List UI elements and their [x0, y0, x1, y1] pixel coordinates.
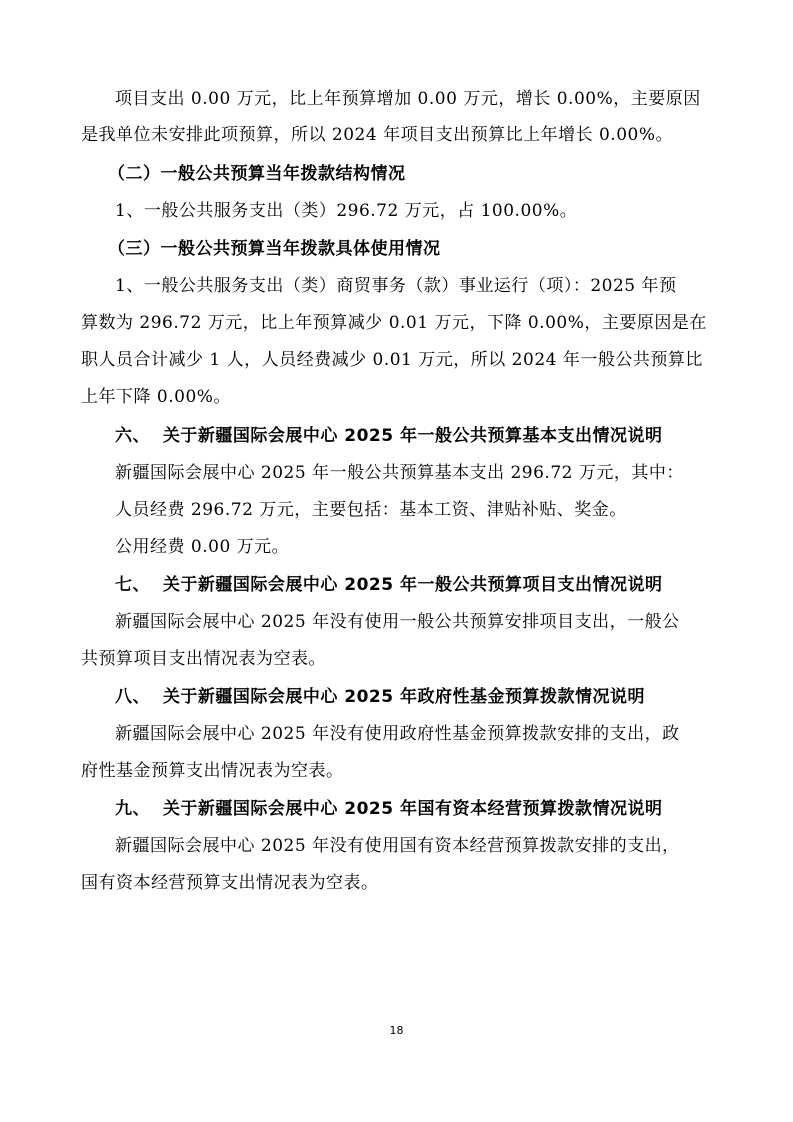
paragraph-line: 是我单位未安排此项预算，所以 2024 年项目支出预算比上年增长 0.00%。: [81, 125, 673, 145]
paragraph-line: 府性基金预算支出情况表为空表。: [81, 761, 344, 781]
section-heading: 九、 关于新疆国际会展中心 2025 年国有资本经营预算拨款情况说明: [115, 799, 663, 819]
paragraph-line: 新疆国际会展中心 2025 年一般公共预算基本支出 296.72 万元，其中：: [115, 463, 684, 483]
section-heading: 六、 关于新疆国际会展中心 2025 年一般公共预算基本支出情况说明: [115, 426, 663, 446]
paragraph-line: 职人员合计减少 1 人，人员经费减少 0.01 万元，所以 2024 年一般公共预算比: [81, 350, 703, 370]
paragraph-line: 1、一般公共服务支出（类）296.72 万元，占 100.00%。: [115, 201, 578, 221]
paragraph-line: 共预算项目支出情况表为空表。: [81, 649, 326, 669]
paragraph-line: 算数为 296.72 万元，比上年预算减少 0.01 万元，下降 0.00%，主要原因是在: [81, 313, 707, 333]
paragraph-line: 项目支出 0.00 万元，比上年预算增加 0.00 万元，增长 0.00%，主要原因: [115, 89, 701, 109]
section-heading: 八、 关于新疆国际会展中心 2025 年政府性基金预算拨款情况说明: [115, 687, 645, 707]
paragraph-line: 新疆国际会展中心 2025 年没有使用国有资本经营预算拨款安排的支出，: [115, 836, 680, 856]
paragraph-line: 新疆国际会展中心 2025 年没有使用一般公共预算安排项目支出，一般公: [115, 612, 680, 632]
paragraph-line: 国有资本经营预算支出情况表为空表。: [81, 873, 379, 893]
paragraph-line: 上年下降 0.00%。: [81, 387, 231, 407]
page-number: 18: [389, 1024, 404, 1037]
paragraph-line: 公用经费 0.00 万元。: [115, 537, 290, 557]
paragraph-line: 人员经费 296.72 万元，主要包括：基本工资、津贴补贴、奖金。: [115, 500, 627, 520]
section-heading: （二）一般公共预算当年拨款结构情况: [108, 164, 406, 184]
section-heading: （三）一般公共预算当年拨款具体使用情况: [108, 239, 441, 259]
section-heading: 七、 关于新疆国际会展中心 2025 年一般公共预算项目支出情况说明: [115, 575, 663, 595]
paragraph-line: 1、一般公共服务支出（类）商贸事务（款）事业运行（项）：2025 年预: [115, 276, 677, 296]
paragraph-line: 新疆国际会展中心 2025 年没有使用政府性基金预算拨款安排的支出，政: [115, 724, 680, 744]
